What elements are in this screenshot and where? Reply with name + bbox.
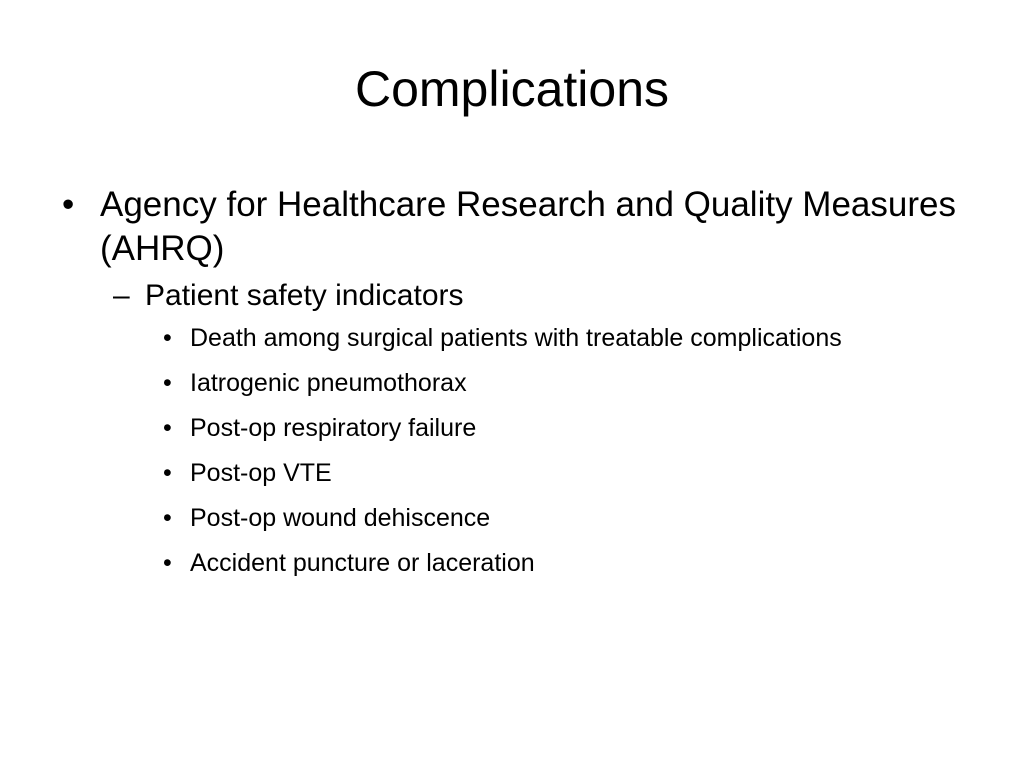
bullet-level2	[60, 277, 960, 315]
list-item	[60, 366, 960, 400]
list-item-text: Post-op wound dehiscence	[190, 504, 491, 532]
list-item	[60, 456, 960, 490]
bullet-dot-icon: •	[163, 504, 172, 532]
bullet-dot-icon: •	[163, 549, 172, 577]
list-item-text: Post-op VTE	[190, 459, 332, 487]
bullet-level1-text: Agency for Healthcare Research and Quality Measures (AHRQ)	[100, 185, 956, 268]
slide-title: Complications	[354, 61, 669, 117]
list-item	[60, 411, 960, 445]
list-item	[60, 501, 960, 535]
list-item	[60, 321, 960, 355]
bullet-dot-icon: •	[62, 185, 75, 224]
bullet-level2-text: Patient safety indicators	[145, 279, 464, 312]
bullet-level1	[60, 183, 960, 271]
bullet-dash-icon: –	[113, 279, 130, 312]
slide-content	[60, 183, 960, 591]
bullet-level3-list	[60, 321, 960, 580]
list-item-text: Death among surgical patients with treatable complications	[190, 324, 842, 352]
list-item-text: Iatrogenic pneumothorax	[190, 369, 467, 397]
list-item-text: Post-op respiratory failure	[190, 414, 477, 442]
bullet-dot-icon: •	[163, 459, 172, 487]
bullet-dot-icon: •	[163, 324, 172, 352]
list-item-text: Accident puncture or laceration	[190, 549, 535, 577]
list-item	[60, 546, 960, 580]
bullet-dot-icon: •	[163, 414, 172, 442]
bullet-dot-icon: •	[163, 369, 172, 397]
